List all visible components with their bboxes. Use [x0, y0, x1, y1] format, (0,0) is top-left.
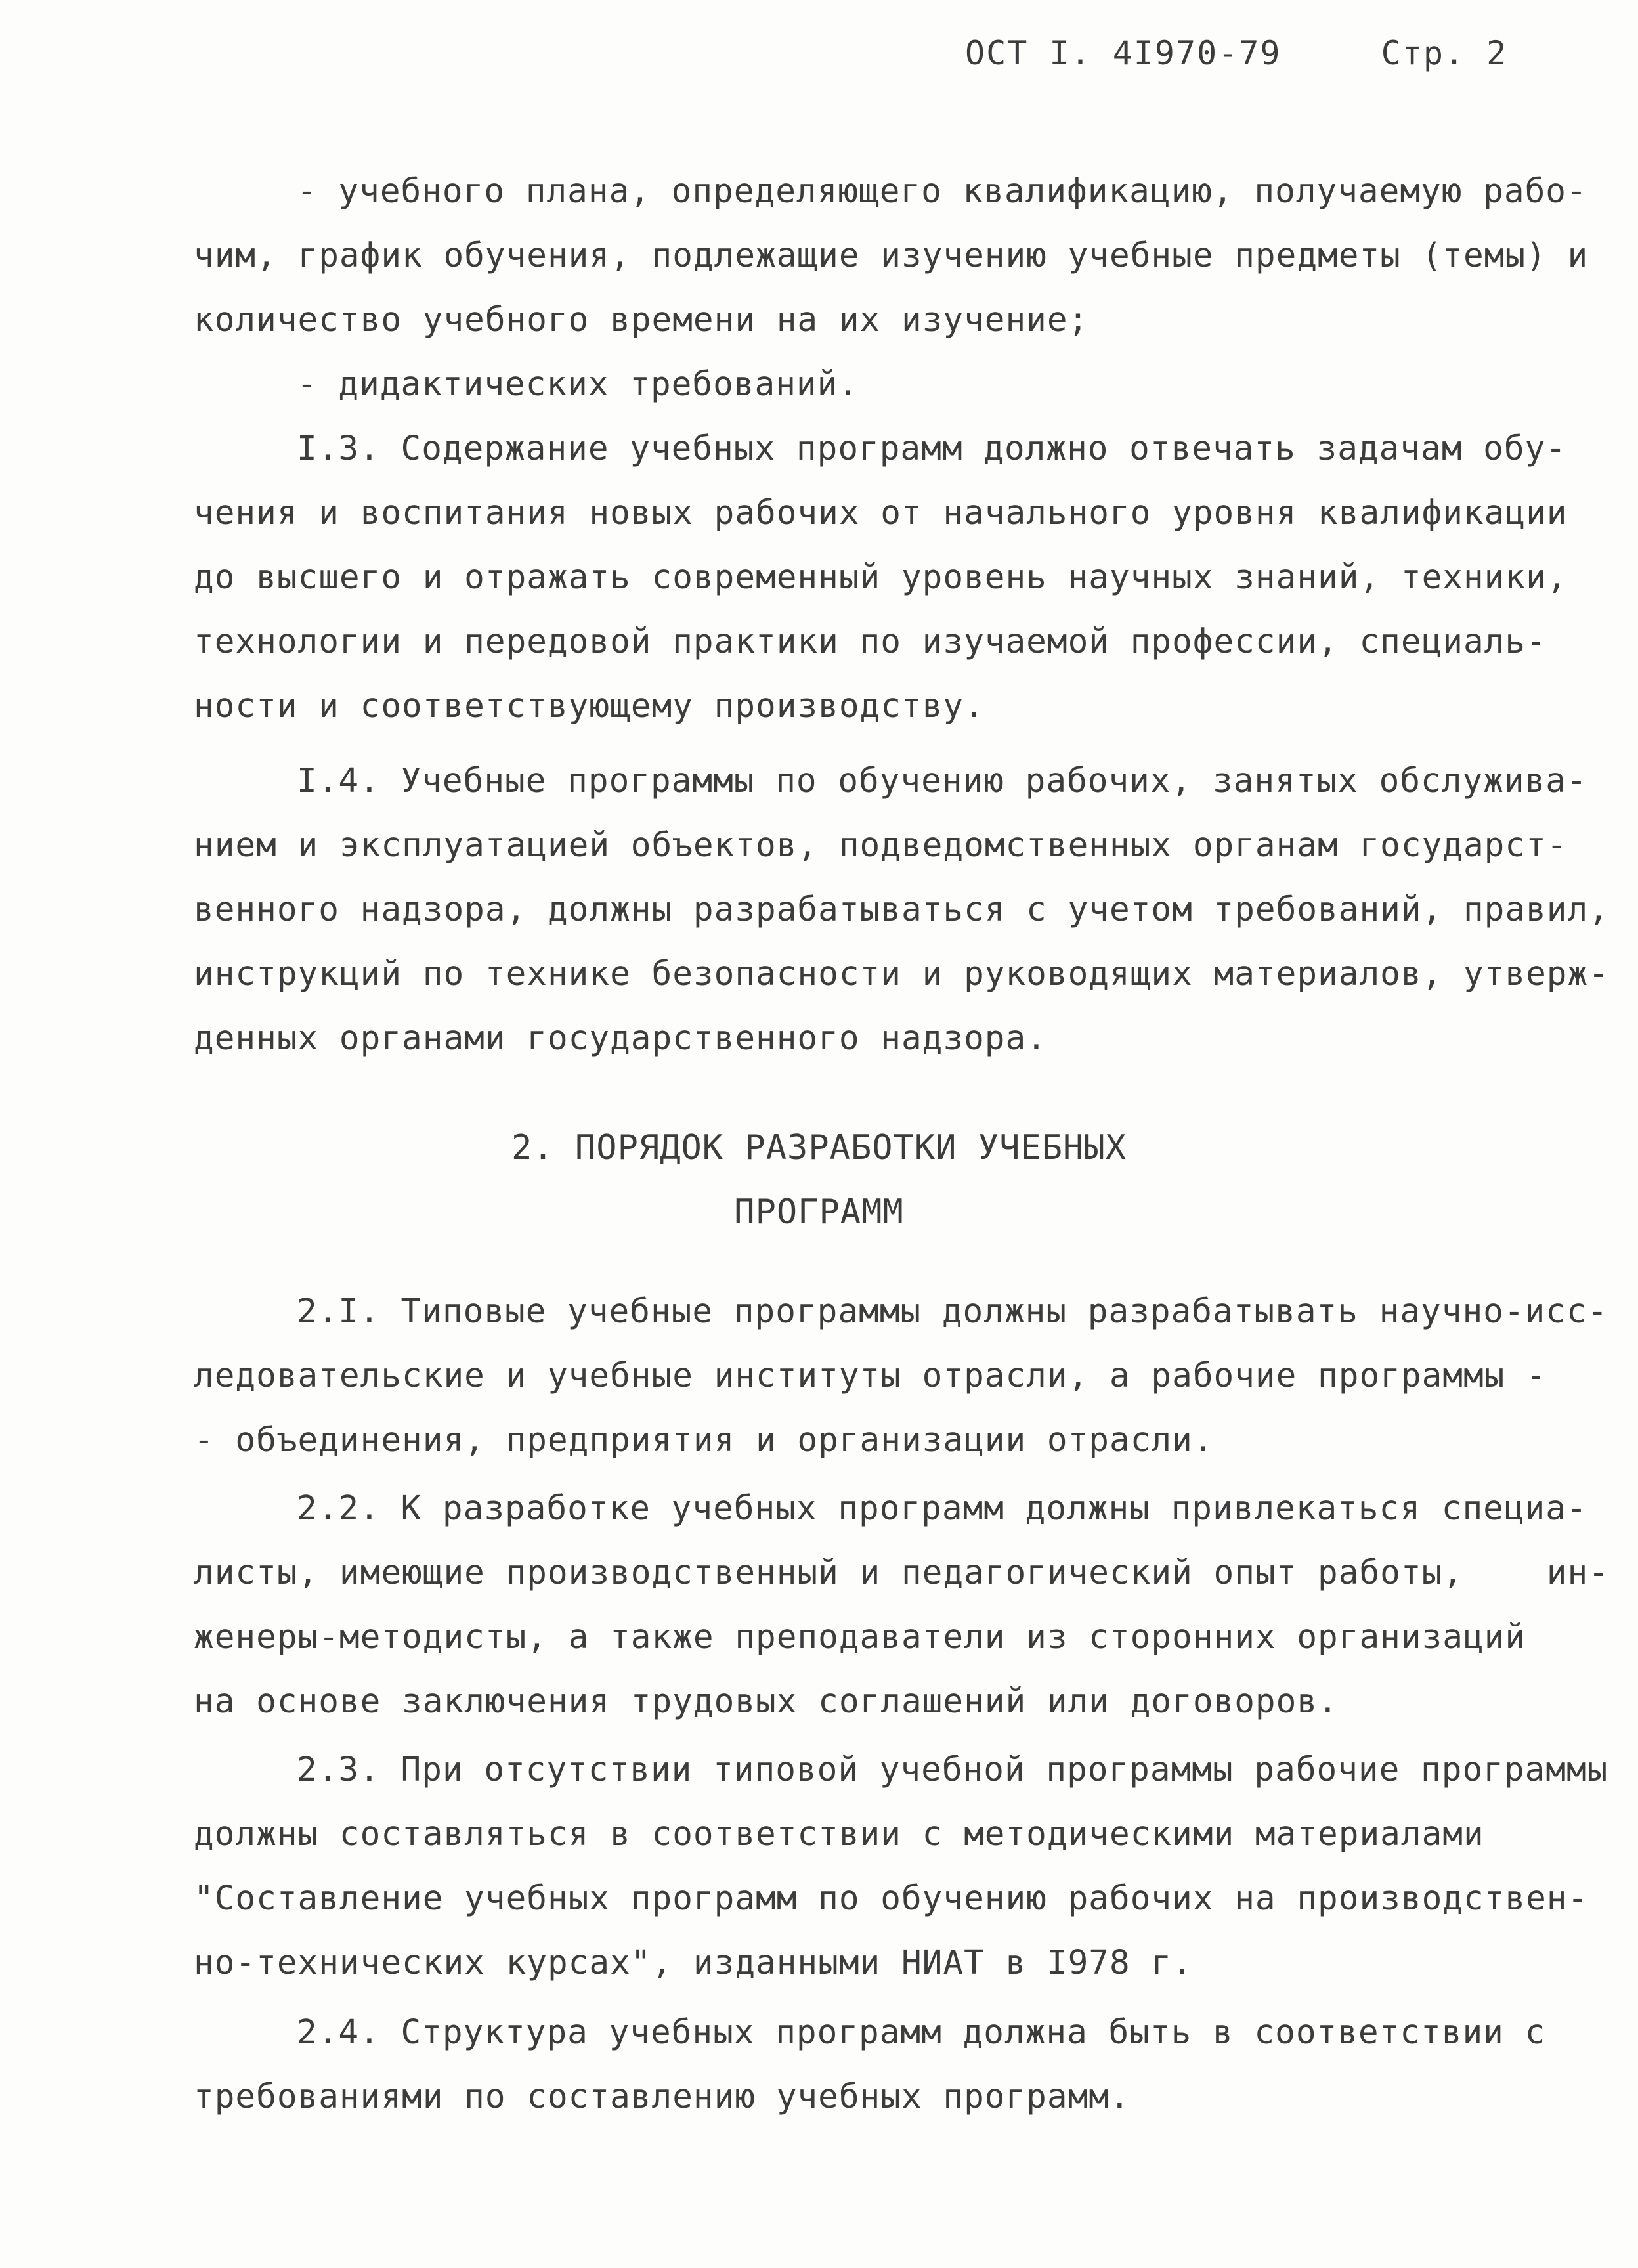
document-code: ОСТ I. 4I970-79	[965, 34, 1282, 72]
paragraph-2-4-line: требованиями по составлению учебных программ.	[194, 2078, 1131, 2116]
paragraph-2-3-line: "Составление учебных программ по обучению рабочих на производствен-	[194, 1879, 1589, 1918]
paragraph-2-2-line: 2.2. К разработке учебных программ должны привлекаться специа-	[297, 1489, 1587, 1528]
paragraph-1-3-line: I.3. Содержание учебных программ должно отвечать задачам обу-	[297, 429, 1566, 468]
paragraph-2-2-line: на основе заключения трудовых соглашений или договоров.	[194, 1682, 1339, 1721]
text-line: - учебного плана, определяющего квалификацию, получаемую рабо-	[297, 172, 1587, 211]
text-line: чим, график обучения, подлежащие изучению учебные предметы (темы) и	[194, 236, 1589, 275]
paragraph-2-3-line: 2.3. При отсутствии типовой учебной программы рабочие программы	[297, 1751, 1608, 1789]
paragraph-1-4-line: нием и эксплуатацией объектов, подведомственных органам государст-	[194, 826, 1568, 865]
paragraph-2-2-line: листы, имеющие производственный и педагогический опыт работы, ин-	[194, 1554, 1609, 1592]
paragraph-2-1-line: 2.I. Типовые учебные программы должны разрабатывать научно-исс-	[297, 1292, 1608, 1331]
paragraph-1-3-line: до высшего и отражать современный уровень научных знаний, техники,	[194, 558, 1568, 597]
section-heading-continuation: ПРОГРАММ	[734, 1192, 904, 1232]
paragraph-2-4-line: 2.4. Структура учебных программ должна быть в соответствии с	[297, 2013, 1546, 2052]
paragraph-1-4-line: денных органами государственного надзора.	[194, 1019, 1047, 1058]
paragraph-1-3-line: технологии и передовой практики по изучаемой профессии, специаль-	[194, 622, 1547, 661]
paragraph-1-4-line: I.4. Учебные программы по обучению рабочих, занятых обслужива-	[297, 762, 1587, 800]
paragraph-1-4-line: инструкций по технике безопасности и руководящих материалов, утверж-	[194, 955, 1609, 993]
paragraph-2-3-line: должны составляться в соответствии с методическими материалами	[194, 1815, 1484, 1854]
paragraph-2-1-line: - объединения, предприятия и организации отрасли.	[194, 1421, 1214, 1460]
page-header	[965, 34, 1556, 72]
paragraph-1-4-line: венного надзора, должны разрабатываться с учетом требований, правил,	[194, 890, 1609, 929]
paragraph-2-3-line: но-технических курсах", изданными НИАТ в I978 г.	[194, 1944, 1193, 1982]
section-heading: 2. ПОРЯДОК РАЗРАБОТКИ УЧЕБНЫХ	[511, 1128, 1127, 1167]
paragraph-2-2-line: женеры-методисты, а также преподаватели из сторонних организаций	[194, 1618, 1526, 1657]
text-line: количество учебного времени на их изучение;	[194, 301, 1089, 339]
paragraph-1-3-line: ности и соответствующему производству.	[194, 687, 985, 726]
text-line: - дидактических требований.	[297, 365, 859, 404]
page-number: Стр. 2	[1381, 34, 1508, 72]
paragraph-1-3-line: чения и воспитания новых рабочих от начального уровня квалификации	[194, 494, 1568, 533]
paragraph-2-1-line: ледовательские и учебные институты отрасли, а рабочие программы -	[194, 1357, 1547, 1395]
